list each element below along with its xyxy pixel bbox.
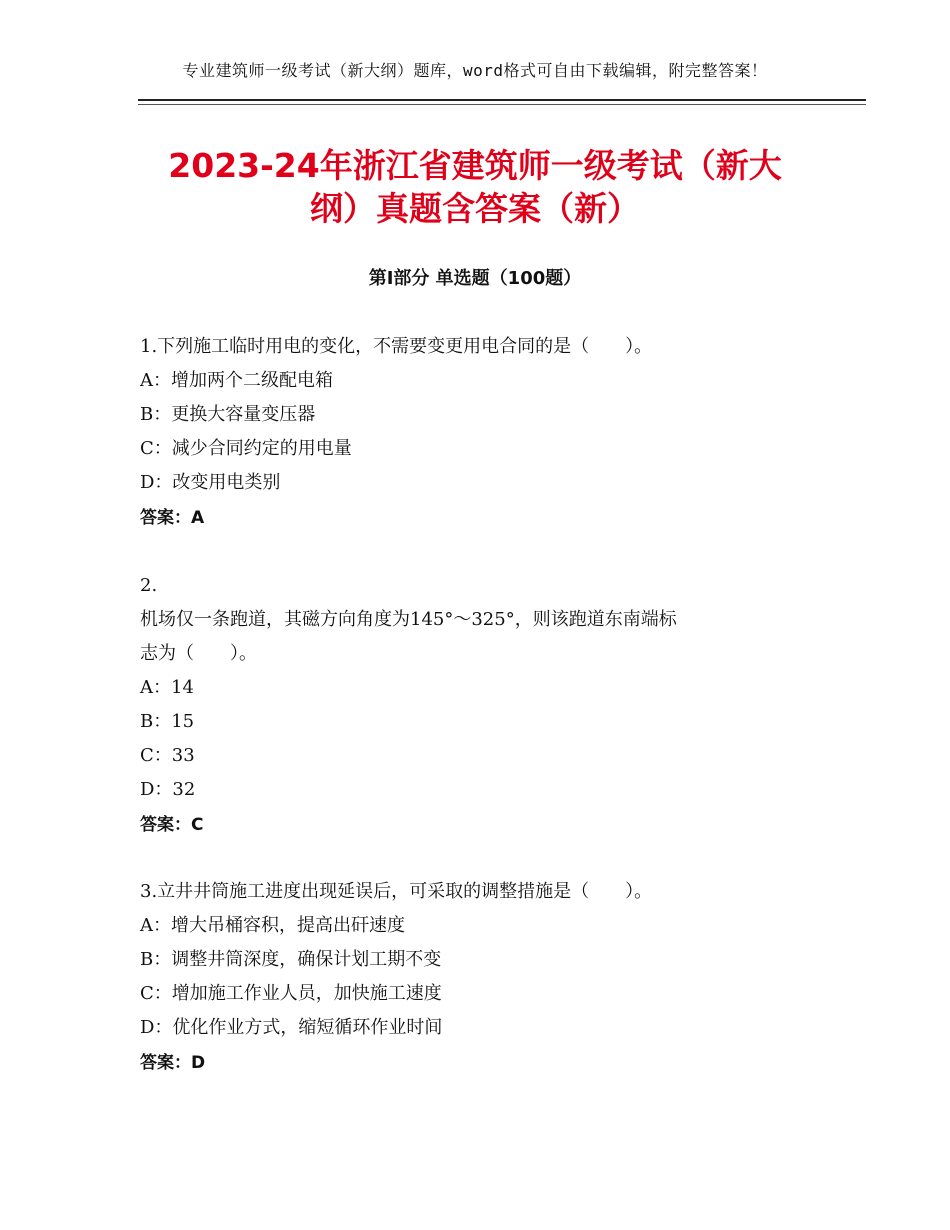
- document-title: [140, 144, 810, 230]
- question-stem: 1.下列施工临时用电的变化，不需要变更用电合同的是（ ）。: [140, 336, 653, 357]
- option-a: A：增加两个二级配电箱: [140, 370, 333, 391]
- answer-label: 答案：D: [140, 1053, 206, 1073]
- option-a: A：14: [140, 677, 194, 698]
- option-c: C：减少合同约定的用电量: [140, 438, 352, 459]
- option-b: B：调整井筒深度，确保计划工期不变: [140, 949, 442, 970]
- question-number: 2.: [140, 575, 158, 596]
- option-d: D：改变用电类别: [140, 472, 281, 493]
- option-b: B：15: [140, 711, 195, 732]
- question-stem-continued: 志为（ ）。: [140, 643, 257, 664]
- option-d: D：优化作业方式，缩短循环作业时间: [140, 1017, 443, 1038]
- header-divider-thick: [138, 99, 866, 101]
- question-stem: 3.立井井筒施工进度出现延误后，可采取的调整措施是（ ）。: [140, 881, 653, 902]
- header-divider-thin: [138, 104, 866, 105]
- document-title-line-2: 纲）真题含答案（新）: [310, 189, 640, 228]
- option-b: B：更换大容量变压器: [140, 404, 316, 425]
- question-stem: 机场仅一条跑道，其磁方向角度为145°～325°，则该跑道东南端标: [140, 609, 677, 630]
- answer-label: 答案：C: [140, 815, 204, 835]
- option-c: C：增加施工作业人员，加快施工速度: [140, 983, 442, 1004]
- answer-label: 答案：A: [140, 508, 205, 528]
- section-title: 第Ⅰ部分 单选题（100题）: [368, 268, 582, 289]
- option-c: C：33: [140, 745, 195, 766]
- option-a: A：增大吊桶容积，提高出矸速度: [140, 915, 405, 936]
- header-text: 专业建筑师一级考试（新大纲）题库，word格式可自由下载编辑，附完整答案！: [182, 61, 768, 80]
- document-title-line-1: 2023-24年浙江省建筑师一级考试（新大: [168, 146, 782, 185]
- option-d: D：32: [140, 779, 196, 800]
